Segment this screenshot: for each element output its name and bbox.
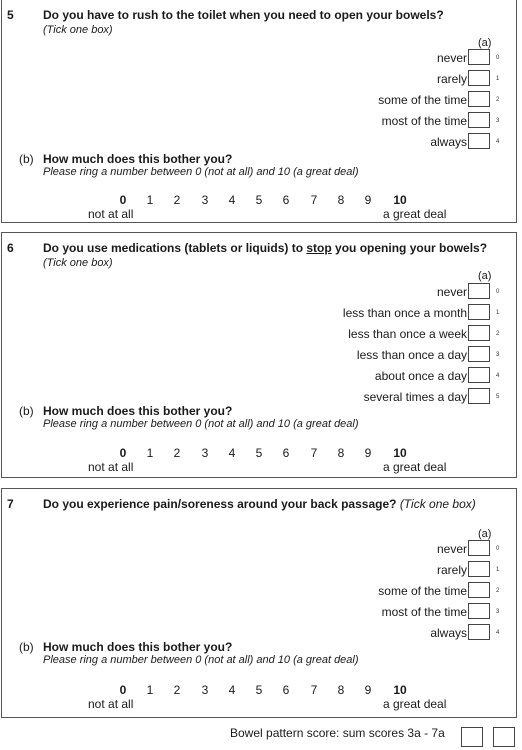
option-score: 2 [496, 97, 500, 103]
tick-instruction: (Tick one box) [43, 257, 113, 269]
option-label: less than once a month [342, 306, 467, 320]
option-score: 3 [496, 352, 500, 358]
tick-instruction: (Tick one box) [399, 497, 476, 511]
scale-option[interactable]: 4 [228, 683, 236, 697]
scale-option[interactable]: 0 [119, 193, 127, 207]
option-checkbox[interactable] [468, 603, 490, 619]
option-checkbox[interactable] [468, 91, 490, 107]
option-score: 2 [496, 331, 500, 337]
question-5-section [1, 0, 517, 223]
option-checkbox[interactable] [468, 304, 490, 320]
part-b-label: (b) [19, 404, 34, 418]
option-score: 2 [496, 588, 500, 594]
scale-option[interactable]: 0 [119, 683, 127, 697]
score-box-units[interactable] [493, 727, 515, 747]
option-checkbox[interactable] [468, 624, 490, 640]
scale-option[interactable]: 5 [255, 193, 263, 207]
scale-option[interactable]: 9 [364, 193, 372, 207]
column-a-label: (a) [478, 528, 492, 540]
scale-max-label: a great deal [383, 697, 447, 711]
scale-min-label: not at all [88, 460, 134, 474]
option-score: 3 [496, 118, 500, 124]
option-label: never [436, 51, 467, 65]
question-7-section [1, 488, 517, 718]
option-checkbox[interactable] [468, 283, 490, 299]
scale-option[interactable]: 8 [337, 683, 345, 697]
option-row [0, 283, 516, 301]
option-row [0, 540, 516, 558]
option-label: less than once a day [356, 348, 467, 362]
scale-option[interactable]: 1 [146, 683, 154, 697]
scale-option[interactable]: 6 [282, 446, 290, 460]
scale-option[interactable]: 10 [393, 446, 407, 460]
option-checkbox[interactable] [468, 346, 490, 362]
option-label: less than once a week [348, 327, 467, 341]
scale-option[interactable]: 2 [173, 446, 181, 460]
part-b-question: How much does this bother you? [43, 404, 233, 418]
scale-option[interactable]: 3 [201, 683, 209, 697]
option-row [0, 603, 516, 621]
question-text [43, 497, 476, 511]
question-text-start: Do you use medications (tablets or liquids) to [43, 241, 307, 255]
option-score: 1 [496, 567, 500, 573]
scale-max-label: a great deal [383, 460, 447, 474]
option-label: never [436, 542, 467, 556]
option-row [0, 70, 516, 88]
part-b-question: How much does this bother you? [43, 640, 233, 654]
option-label: some of the time [378, 584, 467, 598]
option-row [0, 367, 516, 385]
option-score: 0 [496, 289, 500, 295]
option-row [0, 582, 516, 600]
part-b-label: (b) [19, 640, 34, 654]
option-checkbox[interactable] [468, 561, 490, 577]
option-label: always [430, 626, 467, 640]
question-6-section [1, 232, 517, 478]
scale-option[interactable]: 5 [255, 683, 263, 697]
scale-option[interactable]: 1 [146, 446, 154, 460]
scale-option[interactable]: 5 [255, 446, 263, 460]
option-score: 0 [496, 55, 500, 61]
option-score: 1 [496, 310, 500, 316]
option-checkbox[interactable] [468, 582, 490, 598]
question-text-end: you opening your bowels? [331, 241, 488, 255]
scale-option[interactable]: 6 [282, 193, 290, 207]
option-checkbox[interactable] [468, 325, 490, 341]
question-number: 6 [7, 241, 14, 255]
option-label: always [430, 135, 467, 149]
option-checkbox[interactable] [468, 133, 490, 149]
part-b-instruction: Please ring a number between 0 (not at all) and 10 (a great deal) [43, 418, 359, 430]
part-b-instruction: Please ring a number between 0 (not at all) and 10 (a great deal) [43, 654, 359, 666]
option-score: 5 [496, 394, 500, 400]
option-checkbox[interactable] [468, 540, 490, 556]
scale-option[interactable]: 9 [364, 446, 372, 460]
scale-option[interactable]: 9 [364, 683, 372, 697]
question-text: Do you have to rush to the toilet when you need to open your bowels? [43, 8, 444, 22]
scale-option[interactable]: 1 [146, 193, 154, 207]
option-checkbox[interactable] [468, 70, 490, 86]
option-label: some of the time [378, 93, 467, 107]
scale-option[interactable]: 8 [337, 446, 345, 460]
option-checkbox[interactable] [468, 49, 490, 65]
scale-option[interactable]: 4 [228, 446, 236, 460]
scale-option[interactable]: 2 [173, 193, 181, 207]
option-label: about once a day [374, 369, 467, 383]
option-row [0, 325, 516, 343]
option-row [0, 346, 516, 364]
question-text-emphasis: stop [306, 241, 332, 255]
column-a-label: (a) [478, 37, 492, 49]
scale-option[interactable]: 10 [393, 683, 407, 697]
part-b-instruction: Please ring a number between 0 (not at all) and 10 (a great deal) [43, 166, 359, 178]
scale-option[interactable]: 4 [228, 193, 236, 207]
scale-option[interactable]: 10 [393, 193, 407, 207]
scale-option[interactable]: 0 [119, 446, 127, 460]
option-label: rarely [436, 72, 467, 86]
bowel-pattern-score-label: Bowel pattern score: sum scores 3a - 7a [230, 726, 445, 740]
scale-min-label: not at all [88, 697, 134, 711]
option-score: 0 [496, 546, 500, 552]
question-number: 5 [7, 8, 14, 22]
scale-option[interactable]: 3 [201, 446, 209, 460]
scale-min-label: not at all [88, 207, 134, 221]
option-row [0, 49, 516, 67]
option-row [0, 112, 516, 130]
option-score: 4 [496, 373, 500, 379]
option-label: most of the time [381, 114, 467, 128]
question-text-main: Do you experience pain/soreness around your back passage? [43, 497, 397, 511]
question-text [43, 241, 487, 255]
option-label: rarely [436, 563, 467, 577]
option-row [0, 133, 516, 151]
scale-option[interactable]: 2 [173, 683, 181, 697]
option-score: 4 [496, 630, 500, 636]
option-score: 4 [496, 139, 500, 145]
option-row [0, 561, 516, 579]
tick-instruction: (Tick one box) [43, 24, 113, 36]
scale-option[interactable]: 3 [201, 193, 209, 207]
question-number: 7 [7, 497, 14, 511]
option-label: never [436, 285, 467, 299]
scale-option[interactable]: 6 [282, 683, 290, 697]
part-b-label: (b) [19, 152, 34, 166]
scale-option[interactable]: 8 [337, 193, 345, 207]
option-row [0, 91, 516, 109]
option-label: several times a day [363, 390, 467, 404]
scale-option[interactable]: 7 [310, 446, 318, 460]
option-label: most of the time [381, 605, 467, 619]
scale-max-label: a great deal [383, 207, 447, 221]
column-a-label: (a) [478, 270, 492, 282]
option-checkbox[interactable] [468, 112, 490, 128]
score-box-tens[interactable] [461, 727, 483, 747]
option-checkbox[interactable] [468, 367, 490, 383]
option-row [0, 304, 516, 322]
option-checkbox[interactable] [468, 388, 490, 404]
part-b-question: How much does this bother you? [43, 152, 233, 166]
option-score: 3 [496, 609, 500, 615]
option-score: 1 [496, 76, 500, 82]
scale-option[interactable]: 7 [310, 193, 318, 207]
scale-option[interactable]: 7 [310, 683, 318, 697]
